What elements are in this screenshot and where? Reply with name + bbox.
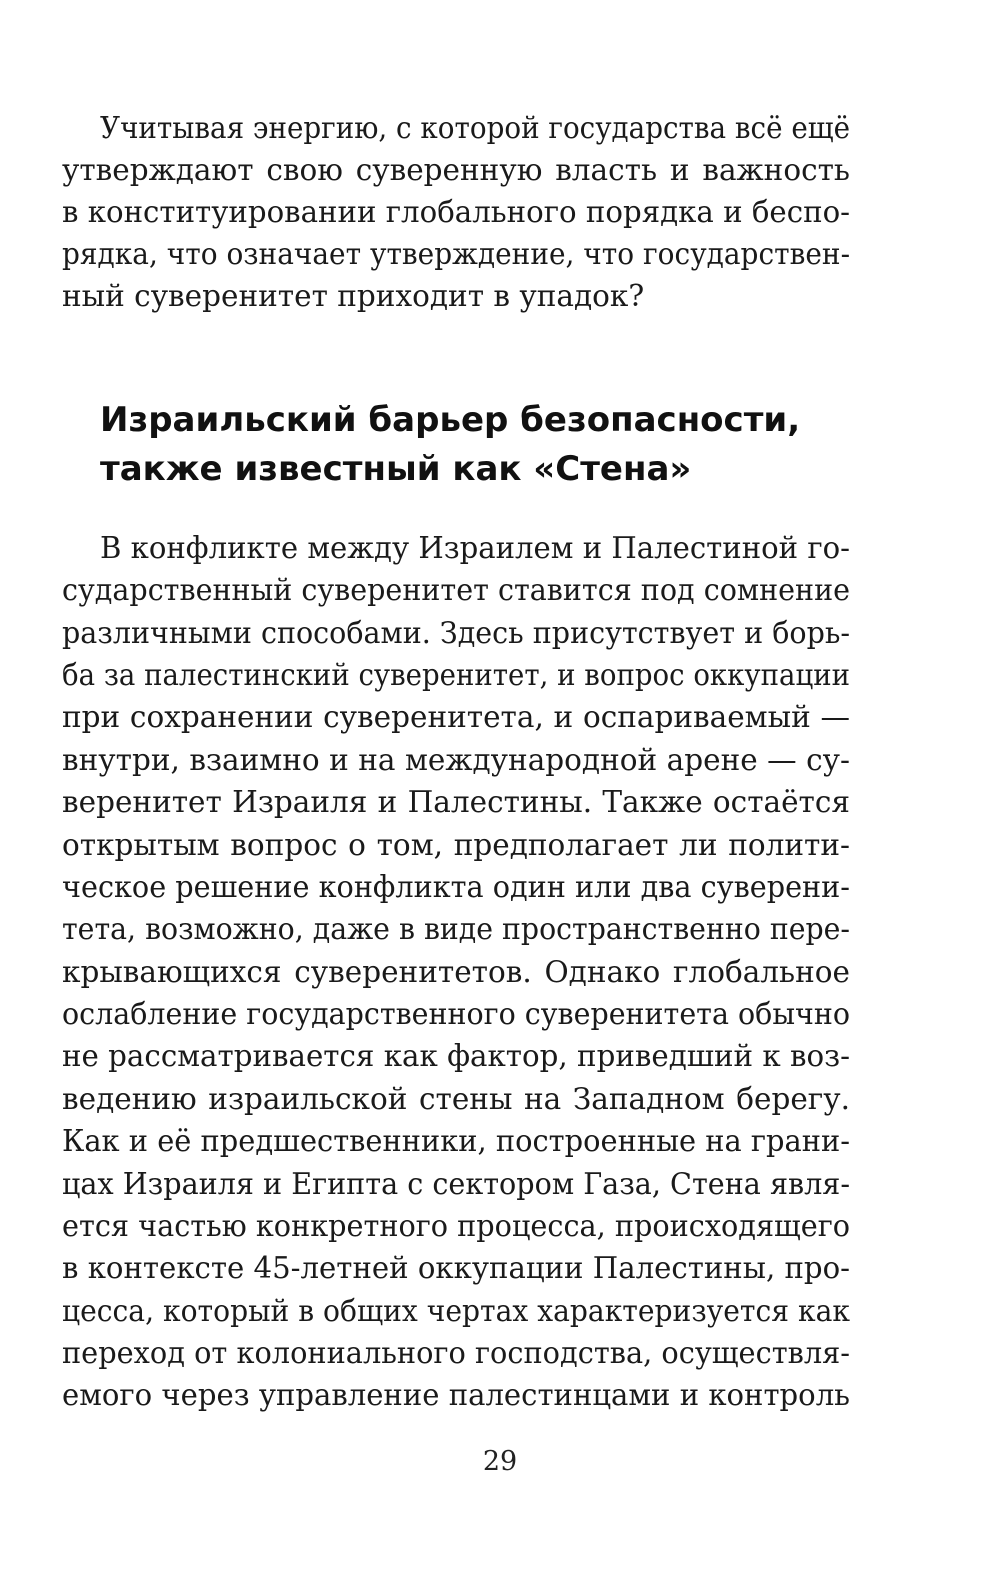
text-line: в конституировании глобального порядка и беспо- [62, 195, 851, 229]
text-line: В конфликте между Израилем и Палестиной го- [100, 531, 850, 565]
text-line: Как и её предшественники, построенные на грани- [62, 1124, 850, 1158]
text-line: ослабление государственного суверенитета обычно [62, 997, 851, 1031]
page-number: 29 [482, 1446, 518, 1477]
text-line: ется частью конкретного процесса, происходящего [62, 1209, 851, 1243]
text-line: ческое решение конфликта один или два суверени- [62, 870, 850, 904]
text-line: цесса, который в общих чертах характеризуется как [62, 1294, 850, 1328]
text-line: переход от колониального господства, осуществля- [62, 1336, 850, 1370]
heading-line: Израильский барьер безопасности, [100, 400, 801, 440]
text-line: утверждают свою суверенную власть и важность [62, 153, 850, 187]
text-line: крывающихся суверенитетов. Однако глобальное [62, 955, 850, 989]
text-line: сударственный суверенитет ставится под сомнение [62, 573, 851, 607]
text-line: открытым вопрос о том, предполагает ли полити- [62, 828, 850, 862]
text-line: ба за палестинский суверенитет, и вопрос оккупации [62, 658, 850, 692]
text-line: веренитет Израиля и Палестины. Также остаётся [62, 785, 851, 819]
heading-line: также известный как «Стена» [100, 449, 692, 489]
text-line: различными способами. Здесь присутствует и борь- [62, 616, 851, 650]
text-line: Учитывая энергию, с которой государства всё ещё [100, 111, 851, 145]
text-line: рядка, что означает утверждение, что государствен- [62, 237, 851, 271]
text-line: ведению израильской стены на Западном берегу. [62, 1082, 850, 1116]
text-line: ный суверенитет приходит в упадок? [62, 279, 645, 313]
text-line: емого через управление палестинцами и контроль [62, 1378, 851, 1412]
text-line: не рассматривается как фактор, приведший к воз- [62, 1039, 850, 1073]
text-line: внутри, взаимно и на международной арене — су- [62, 743, 850, 777]
text-line: цах Израиля и Египта с сектором Газа, Стена явля- [62, 1167, 851, 1201]
text-line: при сохранении суверенитета, и оспариваемый — [62, 700, 850, 734]
text-line: тета, возможно, даже в виде пространственно пере- [62, 912, 851, 946]
text-line: в контексте 45-летней оккупации Палестины, про- [62, 1251, 851, 1285]
